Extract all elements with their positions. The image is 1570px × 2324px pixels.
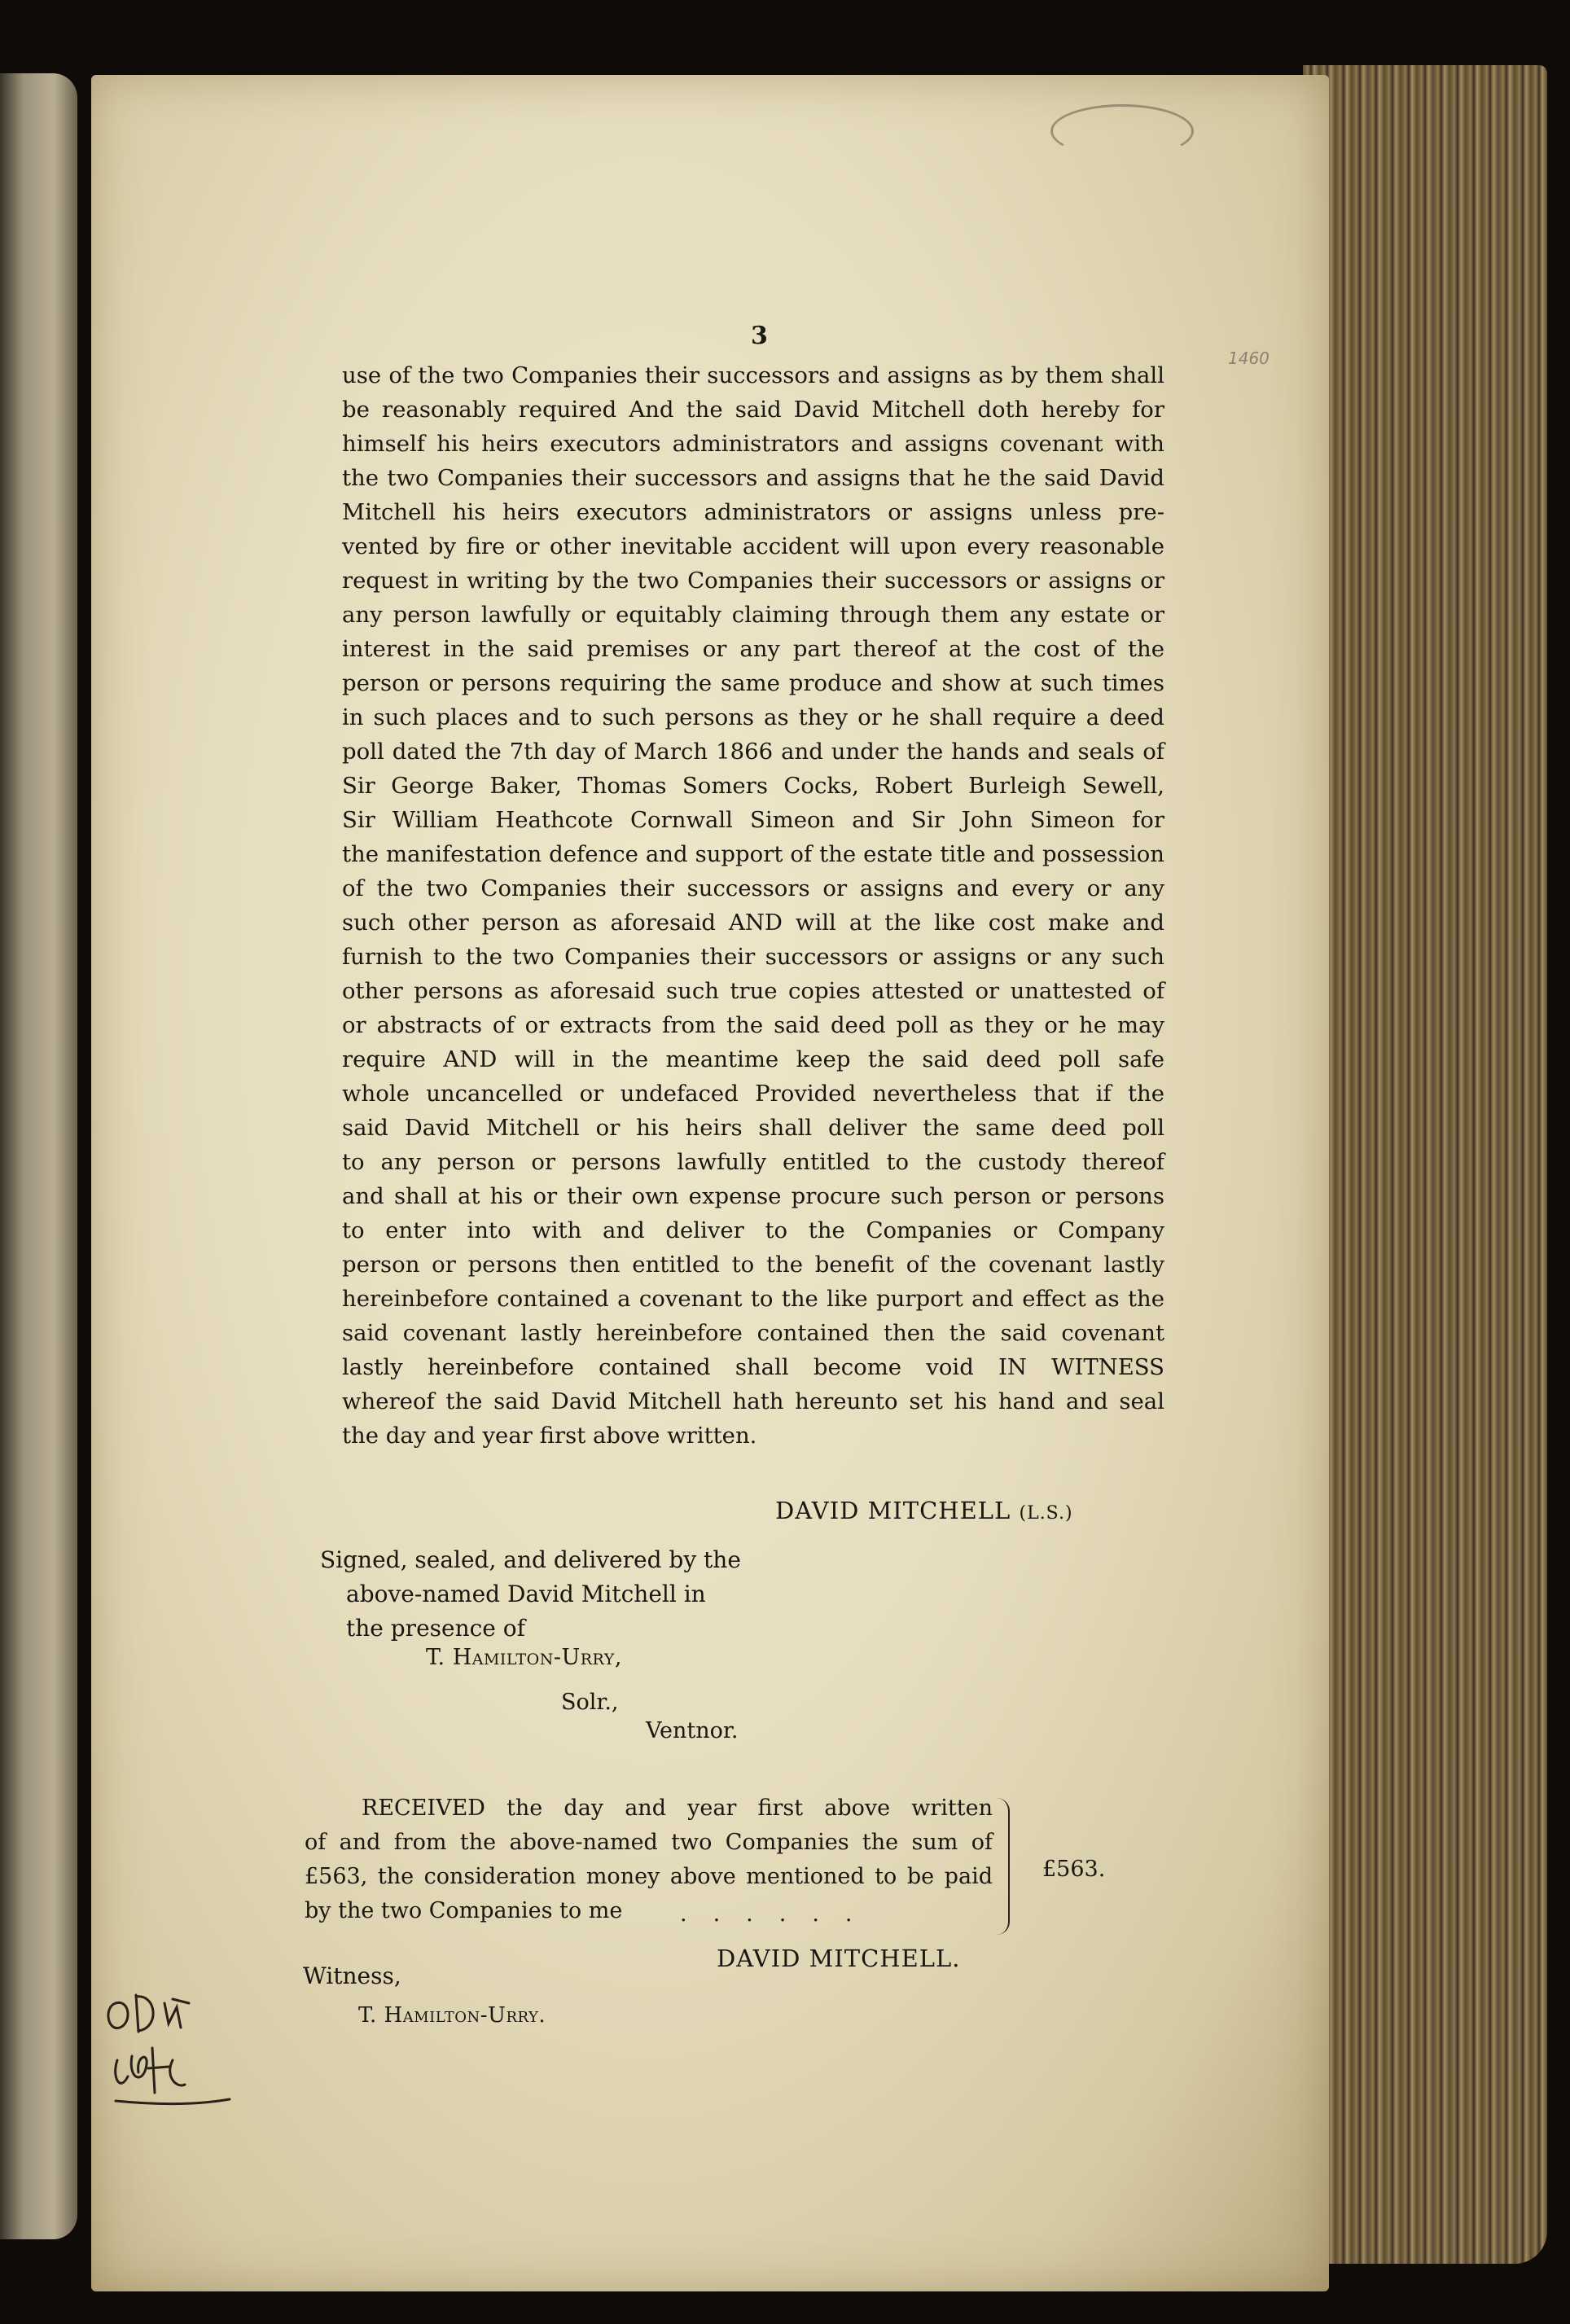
- attestation-clause: [320, 1543, 741, 1646]
- witness-label: Witness,: [303, 1962, 401, 1989]
- seal-mark: (L.S.): [1019, 1503, 1073, 1524]
- text-line: the day and year first above written.: [342, 1423, 757, 1449]
- text-line: said covenant lastly hereinbefore contained then the said covenant: [342, 1320, 1164, 1346]
- text-line: or abstracts of or extracts from the said deed poll as they or he may: [342, 1012, 1164, 1038]
- attestation-line: Signed, sealed, and delivered by the: [320, 1546, 741, 1573]
- pencil-annotation: 1460: [1228, 349, 1270, 368]
- attestation-line: the presence of: [346, 1615, 525, 1642]
- text-line: person or persons requiring the same produce and show at such times: [342, 670, 1164, 696]
- text-line: whole uncancelled or undefaced Provided nevertheless that if the: [342, 1081, 1164, 1107]
- text-line: other persons as aforesaid such true copies attested or unattested of: [342, 978, 1164, 1004]
- receipt-line: by the two Companies to me: [305, 1898, 623, 1923]
- text-line: Sir William Heathcote Cornwall Simeon and Sir John Simeon for: [342, 807, 1164, 833]
- receipt-line: £563, the consideration money above mentioned to be paid: [305, 1864, 993, 1889]
- text-line: person or persons then entitled to the benefit of the covenant lastly: [342, 1252, 1164, 1278]
- text-line: lastly hereinbefore contained shall become void IN WITNESS: [342, 1354, 1164, 1380]
- text-line: the two Companies their successors and assigns that he the said David: [342, 465, 1164, 491]
- signature-name: DAVID MITCHELL: [775, 1497, 1011, 1524]
- page-number: 3: [751, 322, 768, 350]
- receipt-line: RECEIVED the day and year first above written: [362, 1796, 993, 1821]
- left-facing-page: [0, 73, 77, 2239]
- text-line: request in writing by the two Companies their successors or assigns or: [342, 568, 1164, 594]
- text-line: to any person or persons lawfully entitled to the custody thereof: [342, 1149, 1164, 1175]
- text-line: be reasonably required And the said David Mitchell doth hereby for: [342, 397, 1164, 423]
- library-stamp: [1050, 104, 1194, 158]
- text-line: himself his heirs executors administrators and assigns covenant with: [342, 431, 1164, 457]
- text-line: in such places and to such persons as they or he shall require a deed: [342, 704, 1164, 730]
- text-line: furnish to the two Companies their successors or assigns or any such: [342, 944, 1164, 970]
- receipt-dot-leader: ......: [680, 1901, 879, 1927]
- text-line: said David Mitchell or his heirs shall deliver the same deed poll: [342, 1115, 1164, 1141]
- text-line: and shall at his or their own expense procure such person or persons: [342, 1183, 1164, 1209]
- receipt-brace: [993, 1798, 1010, 1935]
- text-line: use of the two Companies their successors and assigns as by them shall: [342, 362, 1164, 388]
- receipt-clause: [305, 1791, 993, 1928]
- handwritten-initials: [99, 1971, 238, 2117]
- receipt-signature: DAVID MITCHELL.: [717, 1945, 961, 1972]
- receipt-amount: £563.: [1042, 1857, 1106, 1882]
- text-line: interest in the said premises or any part thereof at the cost of the: [342, 636, 1164, 662]
- text-line: the manifestation defence and support of the estate title and possession: [342, 841, 1164, 867]
- text-line: any person lawfully or equitably claiming through them any estate or: [342, 602, 1164, 628]
- text-line: poll dated the 7th day of March 1866 and under the hands and seals of: [342, 739, 1164, 765]
- footer-witness-name: T. Hamilton-Urry.: [358, 2003, 546, 2028]
- text-line: whereof the said David Mitchell hath hereunto set his hand and seal: [342, 1388, 1164, 1414]
- text-line: vented by fire or other inevitable accident will upon every reasonable: [342, 533, 1164, 559]
- text-line: to enter into with and deliver to the Companies or Company: [342, 1217, 1164, 1243]
- attestation-line: above-named David Mitchell in: [346, 1581, 706, 1607]
- text-line: such other person as aforesaid AND will at the like cost make and: [342, 910, 1164, 936]
- text-line: Sir George Baker, Thomas Somers Cocks, Robert Burleigh Sewell,: [342, 773, 1164, 799]
- book-page-edges: [1303, 65, 1547, 2264]
- witness-name: T. Hamilton-Urry,: [426, 1645, 622, 1670]
- deed-body-text: [342, 358, 1164, 1453]
- text-line: hereinbefore contained a covenant to the like purport and effect as the: [342, 1286, 1164, 1312]
- text-line: Mitchell his heirs executors administrators or assigns unless pre-: [342, 499, 1164, 525]
- text-line: of the two Companies their successors or assigns and every or any: [342, 875, 1164, 901]
- receipt-line: of and from the above-named two Companies the sum of: [305, 1830, 993, 1855]
- witness-place: Ventnor.: [646, 1718, 739, 1743]
- signature-david-mitchell: [775, 1497, 1073, 1524]
- text-line: require AND will in the meantime keep the said deed poll safe: [342, 1046, 1164, 1072]
- witness-title: Solr.,: [561, 1690, 619, 1715]
